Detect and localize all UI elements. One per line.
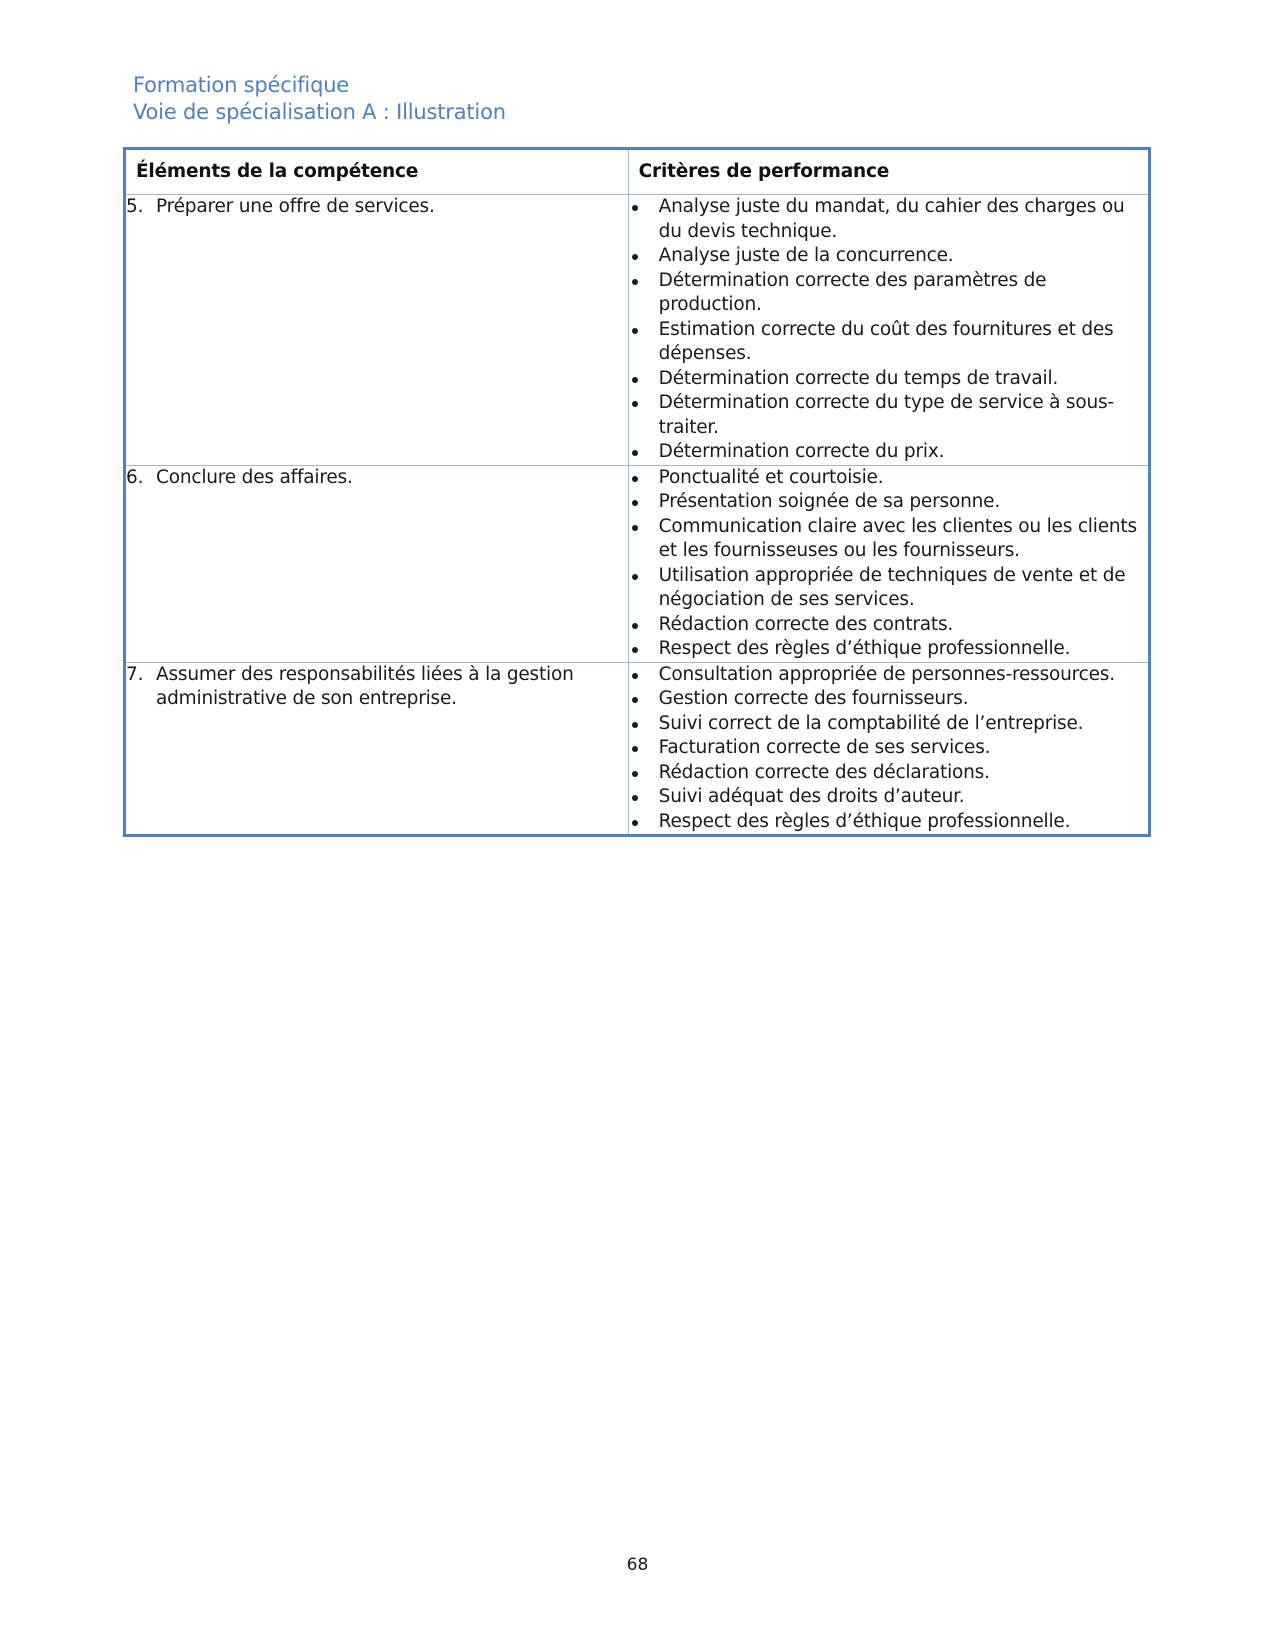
element-cell	[125, 195, 629, 466]
element-text: Assumer des responsabilités liées à la gestion administrative de son entreprise.	[156, 663, 574, 709]
bullet-icon	[629, 515, 659, 564]
column-header-criteria: Critères de performance	[628, 149, 1149, 195]
column-header-elements: Éléments de la compétence	[125, 149, 629, 195]
table-row	[125, 465, 1150, 662]
criteria-list	[629, 195, 1148, 465]
criteria-item: Présentation soignée de sa personne.	[629, 490, 1148, 515]
criteria-item: Communication claire avec les clientes ou les clients et les fournisseuses ou les fournisseurs.	[629, 515, 1148, 564]
bullet-icon	[629, 663, 659, 688]
bullet-icon	[629, 712, 659, 737]
criteria-cell	[628, 465, 1149, 662]
document-header	[133, 72, 506, 126]
criteria-cell	[628, 195, 1149, 466]
header-subtitle: Voie de spécialisation A : Illustration	[133, 100, 506, 124]
criteria-item: Rédaction correcte des déclarations.	[629, 761, 1148, 786]
bullet-icon	[629, 736, 659, 761]
criteria-item: Respect des règles d’éthique professionnelle.	[629, 810, 1148, 835]
bullet-icon	[629, 244, 659, 269]
element-number: 5.	[126, 196, 144, 217]
bullet-icon	[629, 785, 659, 810]
header-title: Formation spécifique	[133, 73, 350, 97]
criteria-item: Analyse juste du mandat, du cahier des charges ou du devis technique.	[629, 195, 1148, 244]
criteria-item: Détermination correcte du prix.	[629, 440, 1148, 465]
criteria-item: Utilisation appropriée de techniques de vente et de négociation de ses services.	[629, 564, 1148, 613]
bullet-icon	[629, 761, 659, 786]
criteria-list	[629, 466, 1148, 662]
bullet-icon	[629, 367, 659, 392]
criteria-item: Respect des règles d’éthique professionnelle.	[629, 637, 1148, 662]
bullet-icon	[629, 440, 659, 465]
bullet-icon	[629, 564, 659, 613]
criteria-item: Estimation correcte du coût des fournitures et des dépenses.	[629, 318, 1148, 367]
element-number: 7.	[126, 663, 144, 685]
criteria-list	[629, 663, 1148, 835]
criteria-item: Détermination correcte du temps de travail.	[629, 367, 1148, 392]
bullet-icon	[629, 637, 659, 662]
bullet-icon	[629, 466, 659, 491]
criteria-item: Rédaction correcte des contrats.	[629, 613, 1148, 638]
bullet-icon	[629, 391, 659, 440]
element-cell	[125, 662, 629, 836]
criteria-item: Ponctualité et courtoisie.	[629, 466, 1148, 491]
criteria-item: Facturation correcte de ses services.	[629, 736, 1148, 761]
table-row	[125, 662, 1150, 836]
criteria-cell	[628, 662, 1149, 836]
criteria-item: Détermination correcte des paramètres de production.	[629, 269, 1148, 318]
table-header-row	[125, 149, 1150, 195]
competence-table	[123, 147, 1151, 837]
bullet-icon	[629, 687, 659, 712]
bullet-icon	[629, 269, 659, 318]
bullet-icon	[629, 195, 659, 244]
bullet-icon	[629, 318, 659, 367]
bullet-icon	[629, 613, 659, 638]
page-number: 68	[626, 1555, 649, 1575]
criteria-item: Analyse juste de la concurrence.	[629, 244, 1148, 269]
criteria-item: Suivi adéquat des droits d’auteur.	[629, 785, 1148, 810]
element-number: 6.	[126, 466, 144, 488]
criteria-item: Gestion correcte des fournisseurs.	[629, 687, 1148, 712]
bullet-icon	[629, 810, 659, 835]
element-text: Conclure des affaires.	[156, 466, 353, 488]
table-row	[125, 195, 1150, 466]
element-text: Préparer une offre de services.	[156, 196, 435, 217]
bullet-icon	[629, 490, 659, 515]
criteria-item: Suivi correct de la comptabilité de l’entreprise.	[629, 712, 1148, 737]
criteria-item: Consultation appropriée de personnes-ressources.	[629, 663, 1148, 688]
criteria-item: Détermination correcte du type de service à sous-traiter.	[629, 391, 1148, 440]
element-cell	[125, 465, 629, 662]
